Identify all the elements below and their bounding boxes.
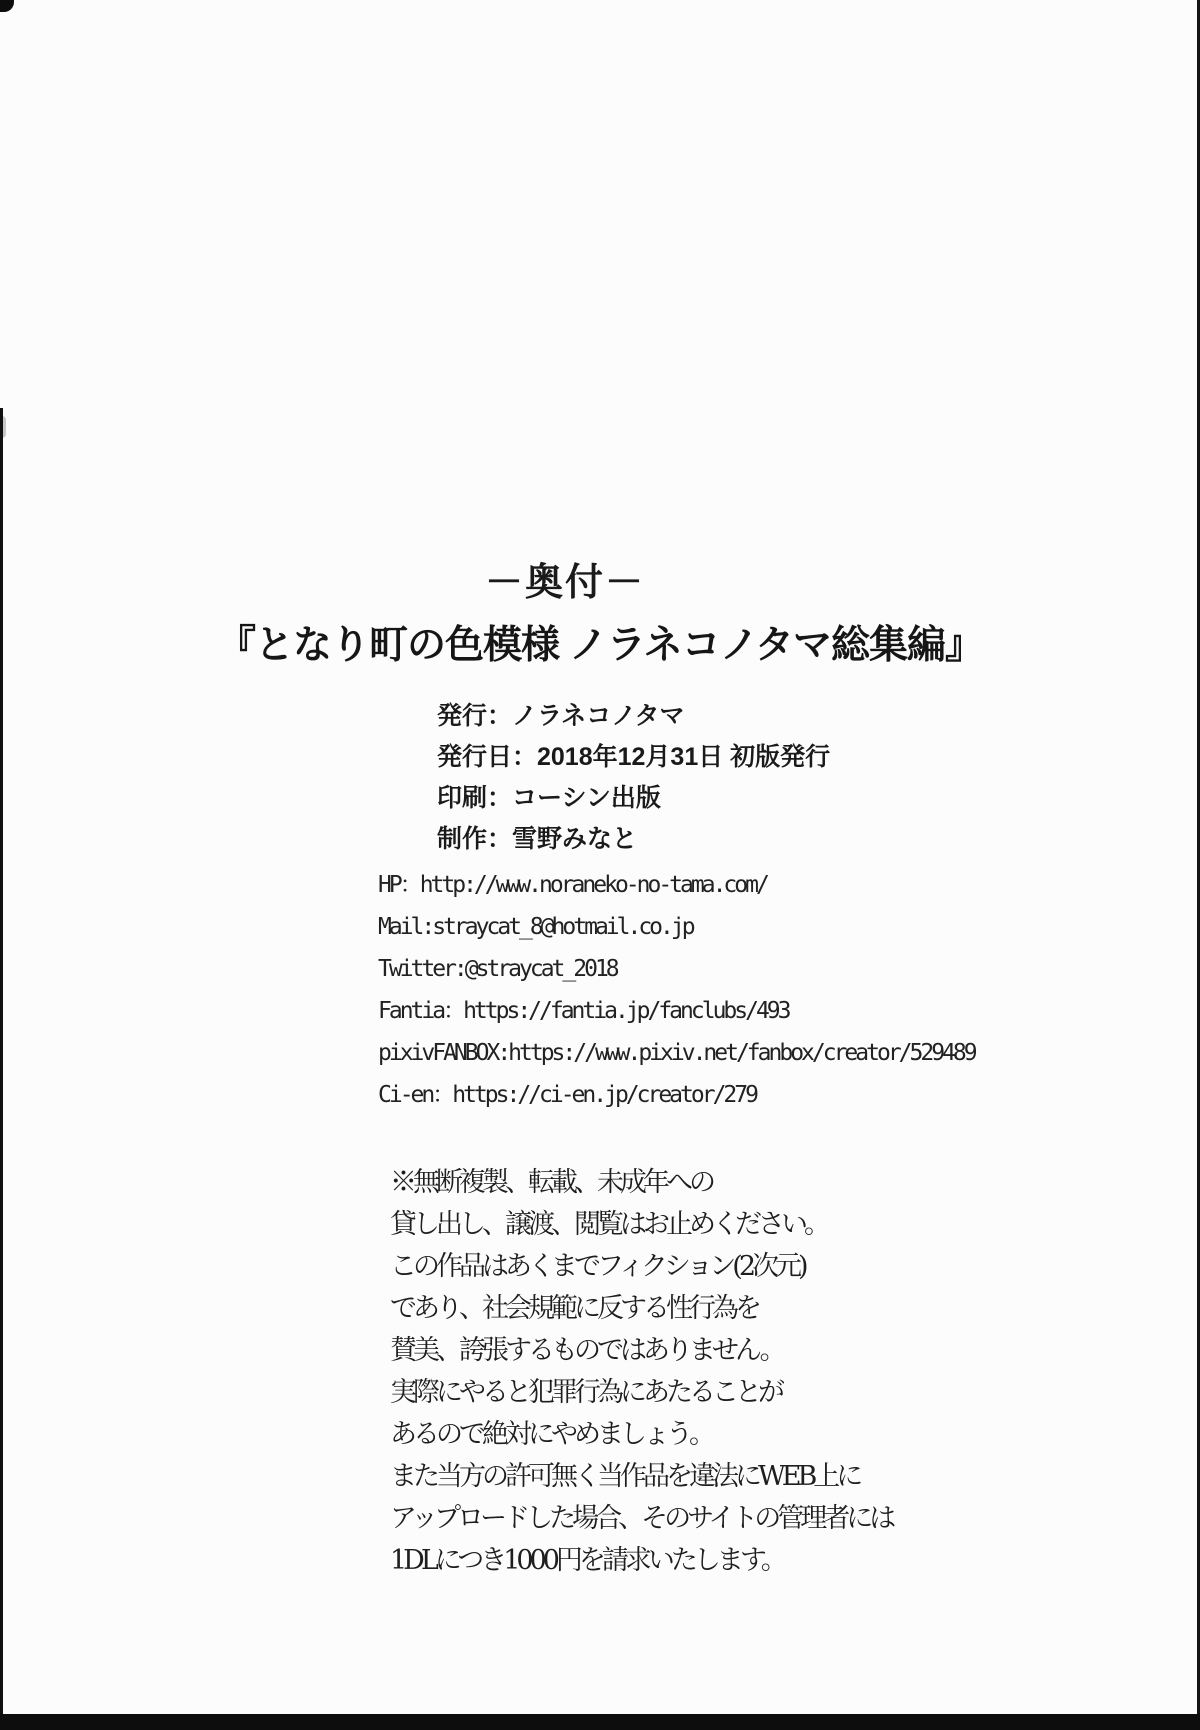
creator-line: 制作：雪野みなと <box>437 825 638 853</box>
contact-links-block <box>378 864 975 1116</box>
fantia-line: Fantia：https://fantia.jp/fanclubs/493 <box>378 998 789 1024</box>
disclaimer-block <box>390 1162 892 1582</box>
disclaimer-line: 1DLにつき1000円を請求いたします。 <box>390 1545 784 1576</box>
publisher-line: 発行：ノラネコノタマ <box>437 702 685 730</box>
pub-date-line: 発行日：2018年12月31日 初版発行 <box>437 743 831 771</box>
book-title: 『となり町の色模様 ノラネコノタマ総集編』 <box>217 624 983 667</box>
disclaimer-line: アップロードした場合、そのサイトの管理者には <box>390 1503 893 1534</box>
disclaimer-line: また当方の許可無く当作品を違法にWEB上に <box>390 1461 860 1492</box>
twitter-line: Twitter:@straycat_2018 <box>378 956 617 982</box>
disclaimer-line: 賛美、誇張するものではありません。 <box>390 1335 783 1366</box>
scan-border-left <box>0 408 3 1730</box>
cien-line: Ci-en：https://ci-en.jp/creator/279 <box>378 1082 756 1108</box>
printer-line: 印刷：コーシン出版 <box>437 784 661 812</box>
pixivfanbox-line: pixivFANBOX:https://www.pixiv.net/fanbox/creator/529489 <box>378 1040 975 1066</box>
scan-corner-artifact <box>0 0 14 12</box>
disclaimer-line: 貸し出し、譲渡、閲覧はお止めください。 <box>390 1209 827 1240</box>
mail-line: Mail:straycat_8@hotmail.co.jp <box>378 914 693 940</box>
disclaimer-line: 実際にやると犯罪行為にあたることが <box>390 1377 781 1408</box>
disclaimer-line: であり、社会規範に反する性行為を <box>390 1293 758 1324</box>
disclaimer-line: ※無断複製、転載、未成年への <box>390 1167 712 1198</box>
colophon-header: －奥付－ <box>484 562 645 604</box>
scan-border-bottom <box>0 1714 1200 1730</box>
homepage-line: HP：http://www.noraneko-no-tama.com/ <box>378 872 767 898</box>
disclaimer-line: あるので絶対にやめましょう。 <box>390 1419 712 1450</box>
publication-info-block <box>437 696 830 860</box>
disclaimer-line: この作品はあくまでフィクション(2次元) <box>390 1251 805 1282</box>
